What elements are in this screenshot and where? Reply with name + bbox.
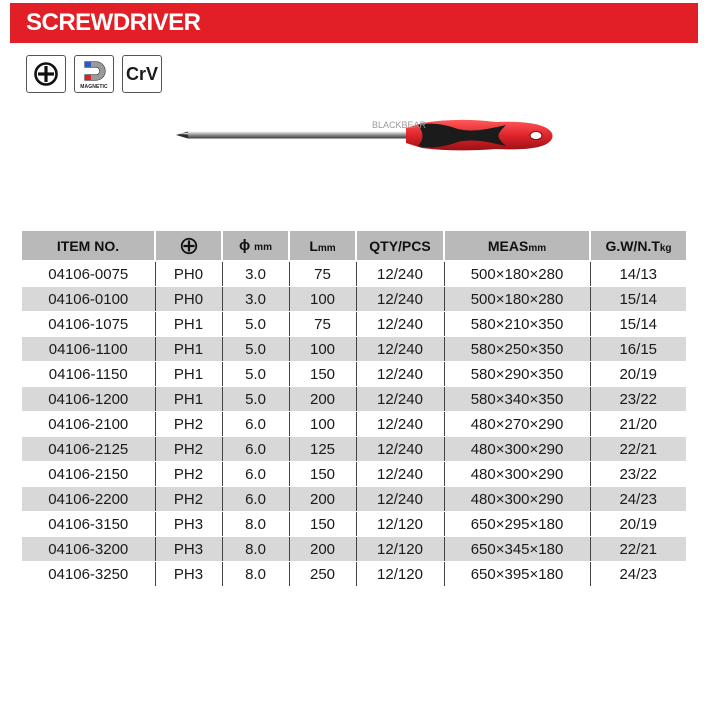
table-row	[22, 437, 686, 462]
col-header-meas	[444, 231, 590, 261]
cell-item-no: 04106-3150	[22, 512, 155, 537]
cell-item-no: 04106-2125	[22, 437, 155, 462]
cell-weight: 21/20	[590, 412, 686, 437]
weight-unit: kg	[659, 242, 672, 254]
cell-tip: PH2	[155, 487, 222, 512]
cell-qty: 12/240	[356, 312, 444, 337]
col-header-diameter	[222, 231, 289, 261]
spec-table	[22, 231, 686, 587]
table-row	[22, 512, 686, 537]
cell-weight: 14/13	[590, 261, 686, 287]
magnetic-badge	[74, 55, 114, 93]
cell-qty: 12/240	[356, 387, 444, 412]
cell-qty: 12/120	[356, 512, 444, 537]
cell-weight: 15/14	[590, 312, 686, 337]
cell-qty: 12/240	[356, 337, 444, 362]
cell-length: 150	[289, 362, 356, 387]
meas-label: MEAS	[487, 237, 529, 254]
col-header-qty: QTY/PCS	[356, 231, 444, 261]
diameter-symbol: ϕ	[239, 237, 251, 254]
magnetic-label: MAGNETIC	[80, 84, 108, 90]
phillips-cross-icon	[180, 237, 198, 255]
cell-meas: 480×270×290	[444, 412, 590, 437]
cell-item-no: 04106-1075	[22, 312, 155, 337]
cell-tip: PH1	[155, 337, 222, 362]
table-row	[22, 487, 686, 512]
cell-length: 100	[289, 337, 356, 362]
col-header-weight	[590, 231, 686, 261]
cell-qty: 12/120	[356, 537, 444, 562]
cell-meas: 500×180×280	[444, 287, 590, 312]
col-header-item-no: ITEM NO.	[22, 231, 155, 261]
cell-item-no: 04106-3250	[22, 562, 155, 587]
cell-meas: 480×300×290	[444, 462, 590, 487]
cell-item-no: 04106-0075	[22, 261, 155, 287]
cell-diameter: 3.0	[222, 261, 289, 287]
cell-meas: 580×210×350	[444, 312, 590, 337]
cell-weight: 15/14	[590, 287, 686, 312]
cell-length: 200	[289, 487, 356, 512]
cell-length: 150	[289, 512, 356, 537]
cell-tip: PH1	[155, 387, 222, 412]
cell-diameter: 6.0	[222, 462, 289, 487]
screwdriver-icon	[174, 113, 554, 163]
cell-length: 250	[289, 562, 356, 587]
cell-length: 200	[289, 387, 356, 412]
table-row	[22, 337, 686, 362]
cell-diameter: 6.0	[222, 412, 289, 437]
table-row	[22, 261, 686, 287]
weight-label: G.W/N.T	[605, 237, 660, 254]
cell-diameter: 5.0	[222, 337, 289, 362]
cell-meas: 580×290×350	[444, 362, 590, 387]
cell-diameter: 3.0	[222, 287, 289, 312]
cell-weight: 16/15	[590, 337, 686, 362]
page-title: SCREWDRIVER	[26, 9, 201, 36]
cell-qty: 12/240	[356, 362, 444, 387]
cell-item-no: 04106-2150	[22, 462, 155, 487]
cell-diameter: 8.0	[222, 537, 289, 562]
cell-weight: 24/23	[590, 487, 686, 512]
cell-qty: 12/240	[356, 462, 444, 487]
cell-weight: 22/21	[590, 437, 686, 462]
cell-diameter: 5.0	[222, 312, 289, 337]
cell-tip: PH0	[155, 261, 222, 287]
cell-diameter: 6.0	[222, 437, 289, 462]
table-row	[22, 562, 686, 587]
cell-length: 75	[289, 261, 356, 287]
cell-tip: PH2	[155, 437, 222, 462]
cell-diameter: 5.0	[222, 387, 289, 412]
cell-meas: 480×300×290	[444, 487, 590, 512]
cell-length: 200	[289, 537, 356, 562]
magnet-icon	[78, 58, 110, 84]
meas-unit: mm	[528, 242, 547, 254]
table-row	[22, 387, 686, 412]
cell-tip: PH3	[155, 562, 222, 587]
cell-meas: 650×395×180	[444, 562, 590, 587]
cell-qty: 12/240	[356, 437, 444, 462]
crv-text-icon: CrV	[125, 63, 158, 84]
length-unit: mm	[317, 242, 336, 254]
length-symbol: L	[309, 237, 318, 254]
cell-item-no: 04106-1100	[22, 337, 155, 362]
phillips-badge	[26, 55, 66, 93]
cell-weight: 22/21	[590, 537, 686, 562]
cell-tip: PH1	[155, 312, 222, 337]
cell-tip: PH3	[155, 512, 222, 537]
diameter-unit: mm	[254, 242, 272, 253]
cell-item-no: 04106-3200	[22, 537, 155, 562]
table-row	[22, 412, 686, 437]
cell-length: 125	[289, 437, 356, 462]
cell-tip: PH0	[155, 287, 222, 312]
table-header-row	[22, 231, 686, 261]
cell-qty: 12/240	[356, 287, 444, 312]
cell-length: 150	[289, 462, 356, 487]
watermark-text: BLACKBEAR	[372, 120, 427, 130]
cell-item-no: 04106-1200	[22, 387, 155, 412]
col-header-tip	[155, 231, 222, 261]
cell-diameter: 8.0	[222, 562, 289, 587]
cell-qty: 12/120	[356, 562, 444, 587]
cell-length: 100	[289, 412, 356, 437]
cell-meas: 580×340×350	[444, 387, 590, 412]
title-banner	[10, 3, 698, 43]
cell-meas: 480×300×290	[444, 437, 590, 462]
cell-item-no: 04106-0100	[22, 287, 155, 312]
cell-weight: 23/22	[590, 462, 686, 487]
cell-meas: 650×345×180	[444, 537, 590, 562]
cell-diameter: 8.0	[222, 512, 289, 537]
cell-weight: 23/22	[590, 387, 686, 412]
cell-qty: 12/240	[356, 261, 444, 287]
cell-length: 100	[289, 287, 356, 312]
cell-item-no: 04106-2100	[22, 412, 155, 437]
table-row	[22, 362, 686, 387]
cell-length: 75	[289, 312, 356, 337]
cell-qty: 12/240	[356, 487, 444, 512]
cell-tip: PH2	[155, 462, 222, 487]
product-image	[174, 113, 554, 163]
cell-tip: PH3	[155, 537, 222, 562]
cell-meas: 580×250×350	[444, 337, 590, 362]
cell-diameter: 5.0	[222, 362, 289, 387]
col-header-length	[289, 231, 356, 261]
cell-tip: PH1	[155, 362, 222, 387]
cell-tip: PH2	[155, 412, 222, 437]
cell-weight: 20/19	[590, 512, 686, 537]
table-row	[22, 462, 686, 487]
cell-weight: 20/19	[590, 362, 686, 387]
cell-item-no: 04106-2200	[22, 487, 155, 512]
cell-weight: 24/23	[590, 562, 686, 587]
feature-badges	[26, 55, 162, 93]
cell-diameter: 6.0	[222, 487, 289, 512]
table-row	[22, 312, 686, 337]
cell-meas: 500×180×280	[444, 261, 590, 287]
table-row	[22, 287, 686, 312]
crv-badge	[122, 55, 162, 93]
cell-qty: 12/240	[356, 412, 444, 437]
cell-meas: 650×295×180	[444, 512, 590, 537]
cell-item-no: 04106-1150	[22, 362, 155, 387]
phillips-cross-icon	[33, 61, 59, 87]
table-row	[22, 537, 686, 562]
